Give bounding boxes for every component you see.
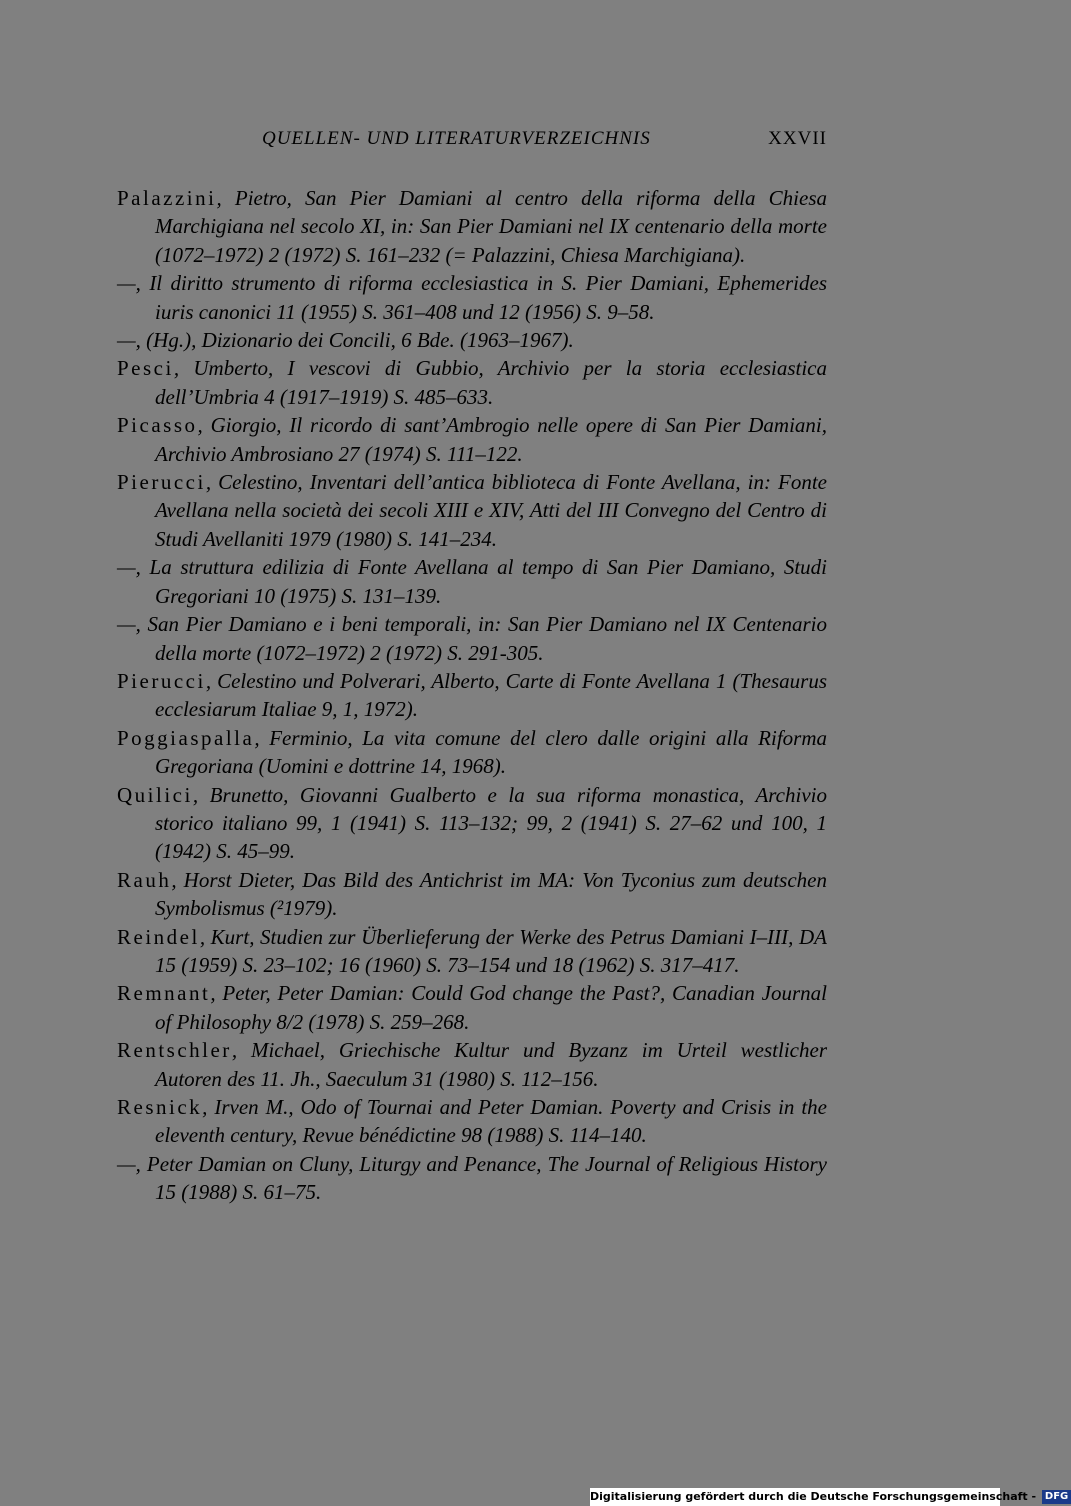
bibliography-entry	[117, 468, 827, 553]
entry-author: Picasso	[117, 413, 198, 438]
bibliography-entry	[117, 979, 827, 1036]
entry-text: , Kurt, Studien zur Überlieferung der Werke des Petrus Damiani I–III, DA 15 (1959) S. 23–102; 16 (1960) S. 73–154 und 18 (1962) S. 317–417.	[155, 924, 827, 977]
entry-author: Poggiaspalla	[117, 725, 255, 750]
bibliography-entry	[117, 923, 827, 980]
bibliography-entry	[117, 354, 827, 411]
bibliography-entry	[117, 724, 827, 781]
bibliography-entry	[117, 1036, 827, 1093]
entry-text: , Celestino und Polverari, Alberto, Carte di Fonte Avellana 1 (Thesaurus ecclesiarum Italiae 9, 1, 1972).	[155, 668, 827, 722]
entry-text: , Peter, Peter Damian: Could God change the Past?, Canadian Journal of Philosophy 8/2 (1978) S. 259–268.	[155, 981, 827, 1034]
entry-author: Palazzini	[117, 186, 217, 210]
entry-text: , Umberto, I vescovi di Gubbio, Archivio per la storia ecclesiastica dell’Umbria 4 (1917–1919) S. 485–633.	[155, 356, 827, 409]
entry-text: , Horst Dieter, Das Bild des Antichrist im MA: Von Tyconius zum deutschen Symbolismus (²1979).	[155, 867, 827, 921]
bibliography-entry	[117, 411, 827, 468]
entry-author: Pierucci	[117, 470, 206, 495]
page-header	[262, 128, 827, 160]
entry-author: Remnant	[117, 981, 211, 1006]
entry-author: Rauh	[117, 867, 172, 892]
running-title: QUELLEN- UND LITERATURVERZEICHNIS	[262, 128, 651, 149]
entry-author: Reindel	[117, 924, 200, 949]
bibliography-list	[117, 184, 827, 1207]
entry-author: Pierucci	[117, 668, 206, 693]
entry-text: , Michael, Griechische Kultur und Byzanz im Urteil westlicher Autoren des 11. Jh., Saeculum 31 (1980) S. 112–156.	[155, 1038, 827, 1091]
dfg-logo: DFG	[1042, 1490, 1071, 1504]
entry-author: Resnick	[117, 1095, 203, 1119]
entry-text: , Pietro, San Pier Damiani al centro della riforma della Chiesa Marchigiana nel secolo XI, in: San Pier Damiani nel IX centenario della morte (1072–1972) 2 (1972) S. 161–232 (= Palazzini, Chiesa Marchigiana).	[155, 186, 827, 267]
bibliography-entry	[117, 610, 827, 667]
bibliography-entry	[117, 667, 827, 724]
digitization-credit	[590, 1488, 1069, 1506]
entry-text: , Celestino, Inventari dell’antica biblioteca di Fonte Avellana, in: Fonte Avellana nella società dei secoli XIII e XIV, Atti del III Convegno del Centro di Studi Avellaniti 1979 (1980) S. 141–234.	[155, 470, 827, 551]
page-number: XXVII	[768, 128, 827, 149]
entry-text: —, Peter Damian on Cluny, Liturgy and Penance, The Journal of Religious History 15 (1988) S. 61–75.	[117, 1151, 827, 1205]
entry-text: , Irven M., Odo of Tournai and Peter Damian. Poverty and Crisis in the eleventh century, Revue bénédictine 98 (1988) S. 114–140.	[155, 1095, 827, 1148]
entry-author: Rentschler	[117, 1038, 232, 1063]
entry-author: Quilici	[117, 782, 193, 807]
bibliography-entry	[117, 866, 827, 923]
entry-text: —, Il diritto strumento di riforma ecclesiastica in S. Pier Damiani, Ephemerides iuris canonici 11 (1955) S. 361–408 und 12 (1956) S. 9–58.	[117, 271, 827, 324]
bibliography-entry	[117, 326, 827, 354]
entry-text: , Giorgio, Il ricordo di sant’Ambrogio nelle opere di San Pier Damiani, Archivio Ambrosiano 27 (1974) S. 111–122.	[155, 413, 827, 466]
entry-text: —, (Hg.), Dizionario dei Concili, 6 Bde. (1963–1967).	[117, 328, 574, 353]
bibliography-entry	[117, 1150, 827, 1207]
bibliography-entry	[117, 184, 827, 269]
entry-text: , Brunetto, Giovanni Gualberto e la sua riforma monastica, Archivio storico italiano 99, 1 (1941) S. 113–132; 99, 2 (1941) S. 27–62 und 100, 1 (1942) S. 45–99.	[155, 782, 827, 864]
entry-text: —, La struttura edilizia di Fonte Avellana al tempo di San Pier Damiano, Studi Gregoriani 10 (1975) S. 131–139.	[117, 555, 827, 608]
bibliography-entry	[117, 1093, 827, 1150]
bibliography-entry	[117, 269, 827, 326]
entry-text: —, San Pier Damiano e i beni temporali, in: San Pier Damiano nel IX Centenario della morte (1072–1972) 2 (1972) S. 291-305.	[117, 612, 827, 665]
entry-text: , Ferminio, La vita comune del clero dalle origini alla Riforma Gregoriana (Uomini e dottrine 14, 1968).	[155, 725, 827, 779]
bibliography-entry	[117, 781, 827, 866]
credit-text: Digitalisierung gefördert durch die Deutsche Forschungsgemeinschaft -	[590, 1490, 1037, 1503]
entry-author: Pesci	[117, 356, 174, 381]
bibliography-entry	[117, 553, 827, 610]
